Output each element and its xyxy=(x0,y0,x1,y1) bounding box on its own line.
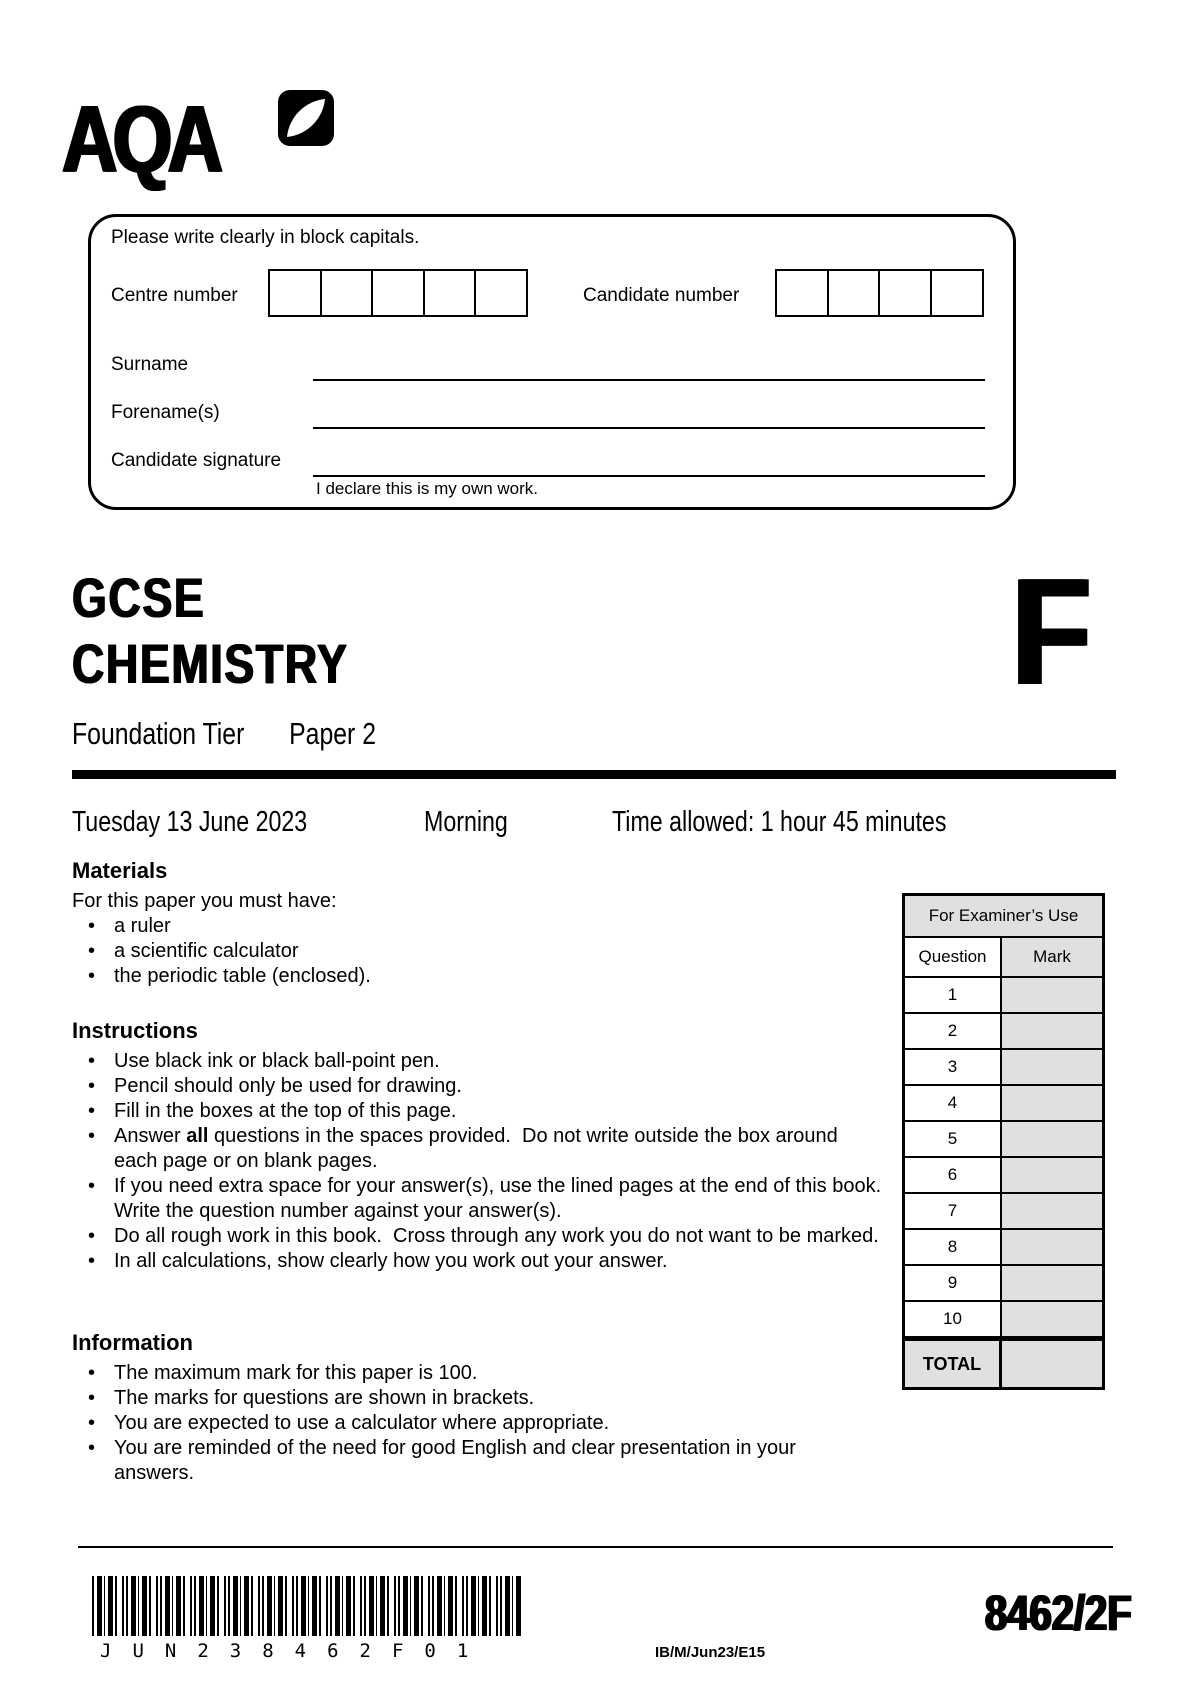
candidate-number-cell[interactable] xyxy=(878,269,932,317)
examiner-table-title: For Examiner’s Use xyxy=(905,896,1102,938)
divider-rule xyxy=(72,770,1116,779)
centre-number-label: Centre number xyxy=(111,285,238,306)
tier-letter: F xyxy=(1012,547,1091,717)
candidate-details-box xyxy=(88,214,1016,510)
block-capitals-note: Please write clearly in block capitals. xyxy=(111,227,420,248)
surname-label: Surname xyxy=(111,354,189,375)
signature-field-line[interactable] xyxy=(313,449,985,477)
footer-reference: IB/M/Jun23/E15 xyxy=(655,1644,766,1661)
mark-cell[interactable] xyxy=(1002,1302,1102,1336)
tier-label: Foundation Tier xyxy=(72,716,245,751)
materials-item: • a ruler xyxy=(72,914,712,939)
materials-intro: For this paper you must have: xyxy=(72,890,337,912)
instruction-item: • Do all rough work in this book. Cross through any work you do not want to be marked. xyxy=(72,1224,882,1249)
materials-section xyxy=(72,858,712,989)
exam-cover-page: AQA Please write clearly in block capitals. Centre number Candidate number Surname Forename(s) Candidate signature I declare this is my own work. GCSE CHEMISTRY F Foundation Tier Paper 2 Tuesday 13 June 2023 Morning Time allowed: 1 hour 45 minutes Materials For this paper you must have: • a ruler • a scientific calculator • the periodic table (enclosed). Instructions • Use black ink or black ball-point pen. • Pencil should only be used for drawing. • Fill in the boxes at the top of this page. • Answer all questions in the spaces provided. Do not write outside the box around each page or on blank pages. • If you need extra space for your answer(s), use the lined pages at the end of this book. Write the question number against your answer(s). • Do all rough work in this book. Cross through any work you do not want to be marked. • In all calculations, show clearly how you work out your answer. Information • The maximum mark for this paper is 100. • The marks for questions are shown in brackets. • You are expected to use a calculator where appropriate. • You are reminded of the need for good English and clear presentation in your answers. For Examiner’s Use Question Mark 1 2 3 4 5 6 7 8 9 10 TOTAL JUN238462F01 IB/M/Jun23/E15 8462/2F xyxy=(0,0,1191,1684)
aqa-leaf-icon xyxy=(278,90,334,146)
question-number-cell: 6 xyxy=(905,1158,1002,1192)
total-mark-cell[interactable] xyxy=(1002,1341,1102,1387)
declaration-note: I declare this is my own work. xyxy=(316,479,539,498)
mark-cell[interactable] xyxy=(1002,1086,1102,1120)
mark-cell[interactable] xyxy=(1002,1230,1102,1264)
candidate-number-cell[interactable] xyxy=(827,269,881,317)
materials-item: • the periodic table (enclosed). xyxy=(72,964,712,989)
table-row xyxy=(905,1050,1102,1086)
surname-field-line[interactable] xyxy=(313,353,985,381)
centre-number-cell[interactable] xyxy=(320,269,374,317)
instructions-heading: Instructions xyxy=(72,1018,198,1043)
information-item: • The maximum mark for this paper is 100. xyxy=(72,1361,832,1386)
question-column-header: Question xyxy=(905,938,1002,976)
instruction-item: • Fill in the boxes at the top of this page. xyxy=(72,1099,882,1124)
examiner-use-table xyxy=(902,893,1105,1390)
materials-heading: Materials xyxy=(72,858,168,883)
forename-field-line[interactable] xyxy=(313,401,985,429)
instructions-list xyxy=(72,1049,893,1274)
mark-cell[interactable] xyxy=(1002,1266,1102,1300)
table-row xyxy=(905,1302,1102,1338)
mark-cell[interactable] xyxy=(1002,978,1102,1012)
aqa-logo: AQA xyxy=(62,86,219,193)
paper-label: Paper 2 xyxy=(289,716,376,751)
centre-number-cell[interactable] xyxy=(423,269,477,317)
question-number-cell: 7 xyxy=(905,1194,1002,1228)
barcode-text: JUN238462F01 xyxy=(100,1640,490,1662)
question-number-cell: 4 xyxy=(905,1086,1002,1120)
question-number-cell: 5 xyxy=(905,1122,1002,1156)
question-number-cell: 1 xyxy=(905,978,1002,1012)
candidate-number-cell[interactable] xyxy=(775,269,829,317)
table-row xyxy=(905,1014,1102,1050)
centre-number-input xyxy=(268,269,528,317)
tier-paper-line xyxy=(72,716,452,752)
question-number-cell: 9 xyxy=(905,1266,1002,1300)
mark-cell[interactable] xyxy=(1002,1122,1102,1156)
table-row xyxy=(905,1266,1102,1302)
materials-list xyxy=(72,914,712,989)
table-row xyxy=(905,978,1102,1014)
materials-item: • a scientific calculator xyxy=(72,939,712,964)
question-number-cell: 10 xyxy=(905,1302,1002,1336)
total-row xyxy=(905,1338,1102,1387)
paper-code: 8462/2F xyxy=(985,1585,1132,1641)
total-label: TOTAL xyxy=(905,1341,1002,1387)
table-row xyxy=(905,1086,1102,1122)
question-number-cell: 3 xyxy=(905,1050,1002,1084)
candidate-number-input xyxy=(775,269,984,317)
information-heading: Information xyxy=(72,1330,193,1355)
candidate-number-label: Candidate number xyxy=(583,285,740,306)
instruction-item: • If you need extra space for your answer(s), use the lined pages at the end of this book. Write the question number against your answer(s). xyxy=(72,1174,882,1224)
table-row xyxy=(905,1194,1102,1230)
table-row xyxy=(905,1158,1102,1194)
qualification-title: GCSE xyxy=(72,566,206,629)
mark-cell[interactable] xyxy=(1002,1158,1102,1192)
subject-title: CHEMISTRY xyxy=(72,632,349,695)
candidate-signature-label: Candidate signature xyxy=(111,450,282,471)
footer-rule xyxy=(78,1546,1113,1548)
instruction-item: • Pencil should only be used for drawing. xyxy=(72,1074,882,1099)
centre-number-cell[interactable] xyxy=(474,269,528,317)
candidate-number-cell[interactable] xyxy=(930,269,984,317)
instruction-item: • In all calculations, show clearly how you work out your answer. xyxy=(72,1249,882,1274)
question-number-cell: 8 xyxy=(905,1230,1002,1264)
information-item: • The marks for questions are shown in brackets. xyxy=(72,1386,832,1411)
mark-cell[interactable] xyxy=(1002,1050,1102,1084)
mark-cell[interactable] xyxy=(1002,1194,1102,1228)
question-number-cell: 2 xyxy=(905,1014,1002,1048)
information-item: • You are reminded of the need for good English and clear presentation in your answers. xyxy=(72,1436,832,1486)
forename-label: Forename(s) xyxy=(111,402,220,423)
mark-cell[interactable] xyxy=(1002,1014,1102,1048)
centre-number-cell[interactable] xyxy=(268,269,322,317)
barcode xyxy=(92,1576,522,1636)
instructions-section xyxy=(72,1018,893,1274)
centre-number-cell[interactable] xyxy=(371,269,425,317)
information-list xyxy=(72,1361,832,1486)
instruction-item: • Use black ink or black ball-point pen. xyxy=(72,1049,882,1074)
instruction-item: • Answer all questions in the spaces provided. Do not write outside the box around each page or on blank pages. xyxy=(72,1124,882,1174)
information-section xyxy=(72,1330,832,1486)
information-item: • You are expected to use a calculator where appropriate. xyxy=(72,1411,832,1436)
table-row xyxy=(905,1230,1102,1266)
mark-column-header: Mark xyxy=(1002,938,1102,976)
table-row xyxy=(905,1122,1102,1158)
